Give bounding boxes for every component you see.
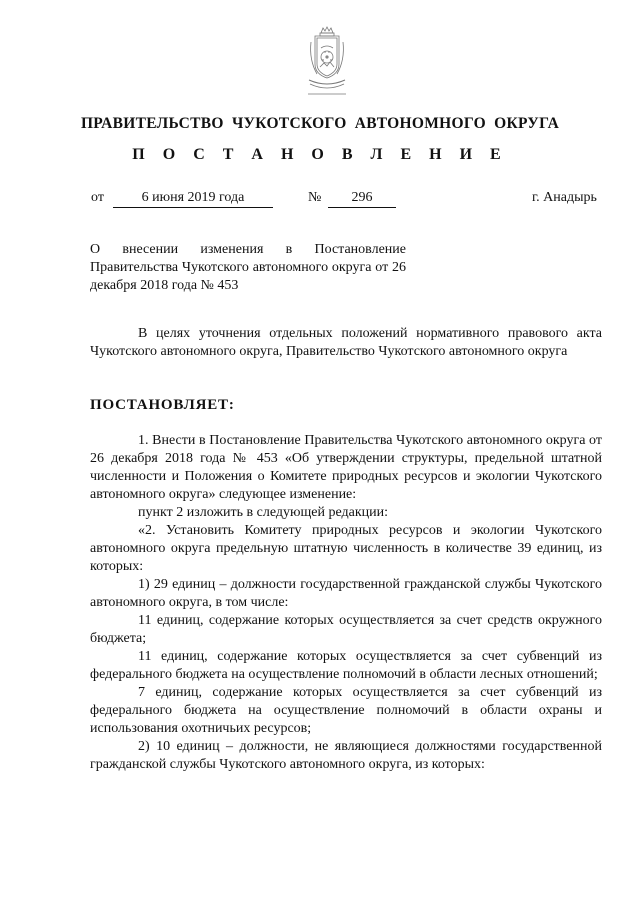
document-number: 296 bbox=[328, 190, 396, 208]
document-city: г. Анадырь bbox=[532, 190, 597, 205]
document-subject: О внесении изменения в Постановление Правительства Чукотского автономного округа от 26 декабря 2018 года № 453 bbox=[90, 242, 406, 293]
document-date: 6 июня 2019 года bbox=[113, 190, 273, 208]
preamble: В целях уточнения отдельных положений нормативного правового акта Чукотского автономного округа, Правительство Чукотского автономного округа bbox=[90, 326, 602, 359]
decree-word: ПОСТАНОВЛЯЕТ: bbox=[90, 397, 235, 413]
paragraph: «2. Установить Комитету природных ресурсов и экологии Чукотского автономного округа предельную штатную численность в количестве 39 единиц, из которых: bbox=[90, 523, 602, 574]
document-type: П О С Т А Н О В Л Е Н И Е bbox=[132, 146, 508, 163]
chukotka-coat-of-arms-icon bbox=[305, 24, 349, 102]
paragraph: 1. Внести в Постановление Правительства Чукотского автономного округа от 26 декабря 2018 года № 453 «Об утверждении структуры, предельной штатной численности и Положения о Комитете природных ресурсов и экологии Чукотского автономного округа» следующее изменение: bbox=[90, 433, 602, 502]
paragraph: 11 единиц, содержание которых осуществляется за счет средств окружного бюджета; bbox=[90, 613, 602, 646]
government-name: ПРАВИТЕЛЬСТВО ЧУКОТСКОГО АВТОНОМНОГО ОКРУГА bbox=[80, 115, 560, 132]
date-prefix: от bbox=[91, 190, 104, 205]
paragraph: пункт 2 изложить в следующей редакции: bbox=[138, 505, 388, 520]
number-prefix: № bbox=[308, 190, 322, 205]
paragraph: 2) 10 единиц – должности, не являющиеся должностями государственной гражданской службы Чукотского автономного округа, из которых: bbox=[90, 739, 602, 772]
paragraph: 11 единиц, содержание которых осуществляется за счет субвенций из федерального бюджета на осуществление полномочий в области лесных отношений; bbox=[90, 649, 602, 682]
document-body bbox=[90, 432, 602, 774]
paragraph: 1) 29 единиц – должности государственной гражданской службы Чукотского автономного округа, в том числе: bbox=[90, 577, 602, 610]
document-meta bbox=[0, 190, 640, 216]
paragraph: 7 единиц, содержание которых осуществляется за счет субвенций из федерального бюджета на осуществление полномочий в области охраны и использования охотничьих ресурсов; bbox=[90, 685, 602, 736]
